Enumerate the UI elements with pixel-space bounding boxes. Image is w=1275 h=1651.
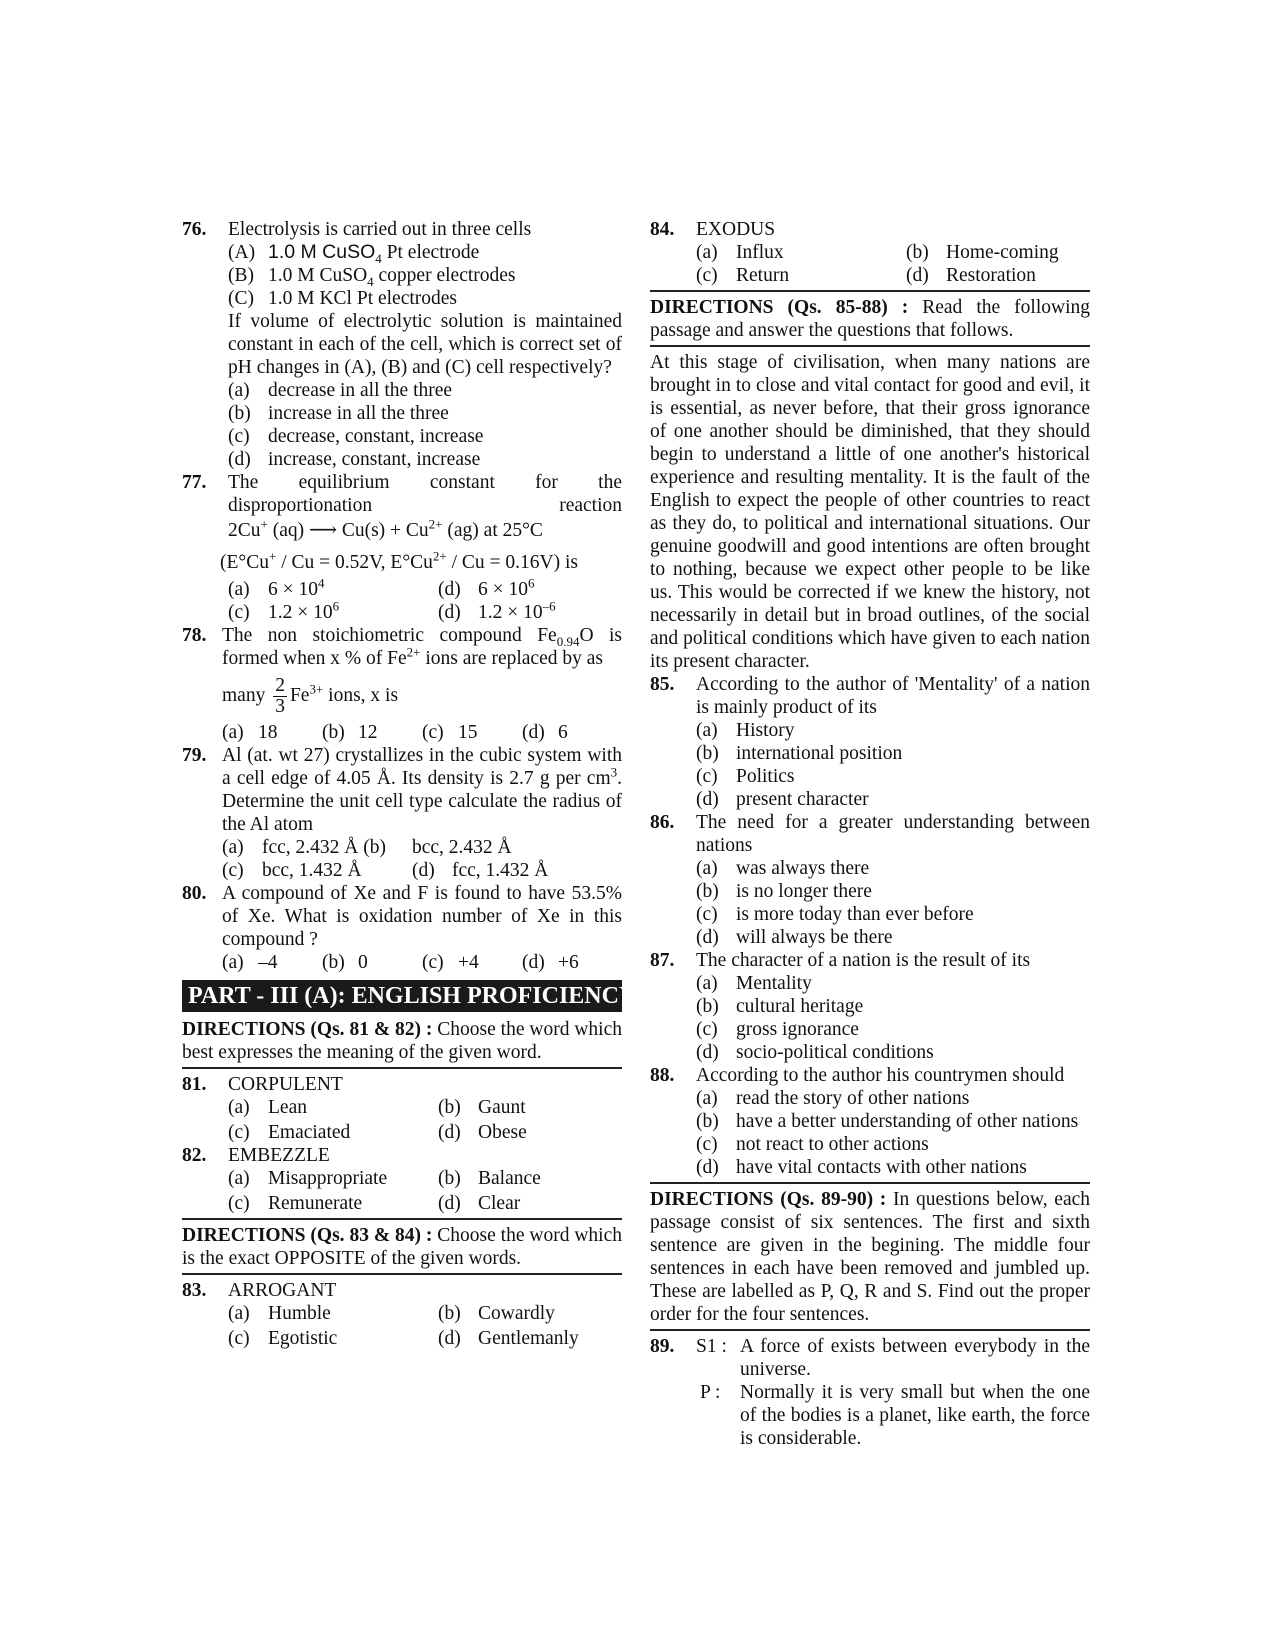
option[interactable]: (b) increase in all the three	[228, 403, 449, 424]
divider	[650, 1329, 1090, 1331]
option[interactable]: (c) is more today than ever before	[696, 904, 974, 925]
cell-b: (B) 1.0 M CuSO$_4$ copper electrodes	[228, 265, 516, 289]
question-stem: The character of a nation is the result of its	[696, 950, 1031, 971]
option[interactable]: (c) gross ignorance	[696, 1019, 859, 1040]
divider	[650, 1182, 1090, 1184]
option[interactable]: (c) decrease, constant, increase	[228, 426, 484, 447]
cell-a: (A) 1.0 M CuSO$_4$ Pt electrode	[228, 241, 480, 266]
option[interactable]: (d) fcc, 1.432 Å	[412, 860, 549, 881]
divider	[182, 1273, 622, 1275]
question-number: 76.	[182, 219, 207, 240]
question-88	[650, 1064, 1090, 1179]
question-number: 81.	[182, 1074, 207, 1095]
option[interactable]: (b) Home-coming	[906, 242, 1059, 263]
directions-83-84: DIRECTIONS (Qs. 83 & 84) : Choose the word which is the exact OPPOSITE of the given words.	[182, 1225, 622, 1269]
divider	[650, 345, 1090, 347]
option[interactable]: (c) 15	[422, 722, 478, 743]
option[interactable]: (b) Gaunt	[438, 1097, 526, 1118]
question-79	[182, 744, 622, 882]
option[interactable]: (d) $6 \times 10^6$	[438, 575, 535, 600]
question-76	[182, 218, 622, 471]
directions-89-90: DIRECTIONS (Qs. 89-90) : In questions below, each passage consist of six sentences. The first and sixth sentence are given in the begining. The middle four sentences in each have been removed and jumbled up. These are labelled as P, Q, R and S. Find out the proper order for the four sentences.	[650, 1189, 1091, 1325]
question-number: 83.	[182, 1280, 207, 1301]
option[interactable]: (a) Influx	[696, 242, 784, 263]
option[interactable]: (a) $6 \times 10^4$	[228, 575, 325, 600]
options-grid	[228, 1167, 622, 1215]
directions-81-82: DIRECTIONS (Qs. 81 & 82) : Choose the word which best expresses the meaning of the given word.	[182, 1019, 622, 1063]
question-77	[182, 471, 622, 624]
option[interactable]: (c) +4	[422, 952, 479, 973]
options-grid	[222, 836, 622, 882]
question-83	[182, 1279, 622, 1350]
options-row	[222, 951, 622, 974]
option[interactable]: (a) Mentality	[696, 973, 812, 994]
question-number: 86.	[650, 812, 675, 833]
options-row	[222, 721, 622, 744]
option[interactable]: (b) Balance	[438, 1168, 541, 1189]
question-stem: The equilibrium constant for the disproportionation reaction	[228, 472, 622, 516]
option[interactable]: (d) Gentlemanly	[438, 1328, 579, 1349]
option[interactable]: (b) international position	[696, 743, 903, 764]
right-column	[650, 218, 1090, 1450]
part-heading: PART - III (A): ENGLISH PROFICIENCY	[182, 980, 622, 1012]
question-number: 80.	[182, 883, 207, 904]
question-number: 87.	[650, 950, 675, 971]
option[interactable]: (b) 12	[322, 722, 378, 743]
option[interactable]: (a) decrease in all the three	[228, 380, 453, 401]
question-81	[182, 1073, 622, 1144]
options-grid	[228, 575, 622, 624]
question-80	[182, 882, 622, 974]
question-stem: A compound of Xe and F is found to have 53.5% of Xe. What is oxidation number of Xe in this compound ?	[222, 883, 622, 950]
option[interactable]: (a) was always there	[696, 858, 870, 879]
question-word: EMBEZZLE	[228, 1145, 330, 1166]
question-number: 77.	[182, 472, 207, 493]
reaction-equation: 2Cu+ (aq) ⟶ $Cu(s) + Cu^{2+}$ (ag) at 25°C	[228, 516, 543, 541]
cell-c: (C) 1.0 M KCl Pt electrodes	[228, 288, 458, 309]
option[interactable]: (b) is no longer there	[696, 881, 872, 902]
option[interactable]: (d) Clear	[438, 1193, 521, 1214]
question-84	[650, 218, 1090, 287]
option[interactable]: (c) Politics	[696, 766, 795, 787]
question-stem: The need for a greater understanding between nations	[696, 812, 1090, 856]
directions-85-88: DIRECTIONS (Qs. 85-88) : Read the following passage and answer the questions that follows.	[650, 297, 1091, 341]
left-column	[182, 218, 637, 1350]
option[interactable]: (d) will always be there	[696, 927, 893, 948]
question-text: If volume of electrolytic solution is maintained constant in each of the cell, which is correct set of pH changes in (A), (B) and (C) cell respectively?	[228, 311, 622, 378]
option[interactable]: (d) present character	[696, 789, 869, 810]
question-86	[650, 811, 1090, 949]
option[interactable]: (c) bcc, 1.432 Å	[222, 860, 362, 881]
question-word: EXODUS	[696, 219, 776, 240]
sentence-p: P : Normally it is very small but when the one of the bodies is a planet, like earth, the force is considerable.	[700, 1382, 1090, 1449]
option[interactable]: (a) Lean	[228, 1097, 307, 1118]
options-grid	[228, 1302, 622, 1350]
question-number: 85.	[650, 674, 675, 695]
sentence-s1: S1 : A force of exists between everybody in the universe.	[696, 1336, 1090, 1380]
question-number: 79.	[182, 745, 207, 766]
divider	[650, 290, 1090, 292]
question-stem: According to the author of 'Mentality' of a nation is mainly product of its	[696, 674, 1090, 718]
question-85	[650, 673, 1090, 811]
option[interactable]: (d) +6	[522, 952, 579, 973]
electrode-potentials: (E°Cu+ / Cu = 0.52V, $E^\circ Cu^{2+} / Cu = 0.16V$) is	[220, 548, 579, 573]
option[interactable]: (a) –4	[222, 952, 278, 973]
question-82	[182, 1144, 622, 1215]
options-grid	[228, 1096, 622, 1144]
options-grid	[696, 241, 1090, 287]
option[interactable]: bcc, 2.432 Å	[412, 837, 512, 858]
question-stem: Al (at. wt 27) crystallizes in the cubic system with a cell edge of 4.05 Å. Its density is 2.7 g per $cm^3$. Determine the unit cell type calculate the radius of the Al atom	[222, 745, 622, 835]
divider	[182, 1218, 622, 1220]
question-number: 84.	[650, 219, 675, 240]
option[interactable]: (d) increase, constant, increase	[228, 449, 481, 470]
option[interactable]: (c) $1.2 \times 10^6$	[228, 598, 340, 623]
question-78	[182, 624, 622, 744]
option[interactable]: (c) Remunerate	[228, 1193, 363, 1214]
option[interactable]: (b) 0	[322, 952, 368, 973]
option[interactable]: (b) have a better understanding of other nations	[696, 1111, 1079, 1132]
option[interactable]: (c) Emaciated	[228, 1122, 351, 1143]
option[interactable]: (d) 6	[522, 722, 568, 743]
option[interactable]: (a) read the story of other nations	[696, 1088, 970, 1109]
option[interactable]: (c) not react to other actions	[696, 1134, 929, 1155]
question-number: 88.	[650, 1065, 675, 1086]
option[interactable]: (b) cultural heritage	[696, 996, 864, 1017]
reading-passage: At this stage of civilisation, when many nations are brought in to close and vital contact for good and evil, it is essential, as never before, that their gross ignorance of one another should be diminished, that they should begin to understand a little of one another's historical experience and resulting mentality. It is the fault of the English to expect the people of other countries to react as they do, to political and international situations. Our genuine goodwill and good intentions are often brought to nothing, because we expect other people to be like us. This would be corrected if we knew the history, not necessarily in detail but in broad outlines, of the social and political conditions which have given to each nation its present character.	[650, 352, 1090, 672]
option[interactable]: (a) fcc, 2.432 Å (b)	[222, 837, 386, 858]
question-number: 82.	[182, 1145, 207, 1166]
option[interactable]: (d) socio-political conditions	[696, 1042, 934, 1063]
fraction: $\frac{2}{3}$	[275, 675, 285, 717]
question-number: 78.	[182, 625, 207, 646]
option[interactable]: (a) 18	[222, 722, 278, 743]
question-89	[650, 1335, 1090, 1450]
option[interactable]: (a) History	[696, 720, 795, 741]
option[interactable]: (d) $1.2 \times 10^{-6}$	[438, 598, 556, 623]
question-stem: Electrolysis is carried out in three cells	[228, 219, 532, 240]
question-number: 89.	[650, 1336, 675, 1357]
question-stem: According to the author his countrymen should	[696, 1065, 1065, 1086]
question-word: ARROGANT	[228, 1280, 337, 1301]
option[interactable]: (c) Egotistic	[228, 1328, 338, 1349]
option[interactable]: (d) Restoration	[906, 265, 1036, 286]
divider	[182, 1067, 622, 1069]
option[interactable]: (d) Obese	[438, 1122, 527, 1143]
option[interactable]: (a) Humble	[228, 1303, 331, 1324]
option[interactable]: (d) have vital contacts with other nations	[696, 1157, 1027, 1178]
option[interactable]: (a) Misappropriate	[228, 1168, 388, 1189]
question-word: CORPULENT	[228, 1074, 343, 1095]
option[interactable]: (c) Return	[696, 265, 790, 286]
question-stem: The non stoichiometric compound $Fe_{0.94}O$ is formed when x % of $Fe^{2+}$ ions are replaced by as	[222, 625, 622, 669]
option[interactable]: (b) Cowardly	[438, 1303, 555, 1324]
fraction-line: many $\frac{2}{3}$ $Fe^{3+}$ ions, x is	[222, 675, 399, 717]
question-87	[650, 949, 1090, 1064]
